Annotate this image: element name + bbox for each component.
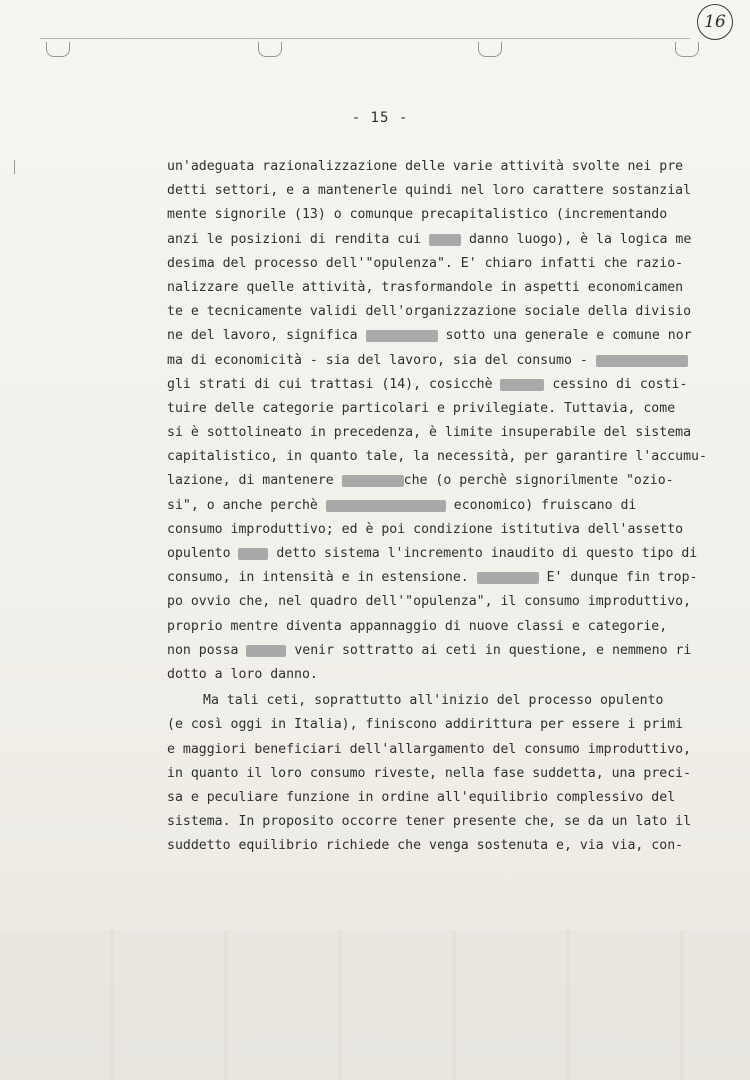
punch-hole (46, 42, 70, 57)
text-line: (e così oggi in Italia), finiscono addirittura per essere i primi (167, 717, 684, 733)
redaction-mark (238, 548, 268, 560)
redaction-mark (429, 234, 461, 246)
text-fragment: danno luogo), è la logica me (468, 231, 692, 247)
redaction-mark (366, 330, 438, 342)
text-fragment: detto sistema l'incremento inaudito di questo tipo di (276, 546, 698, 561)
text-fragment: lazione, di mantenere (167, 473, 342, 489)
redaction-mark (596, 355, 688, 367)
text-line: si è sottolineato in precedenza, è limite insuperabile del sistema (167, 425, 692, 441)
text-line (167, 566, 727, 590)
text-line (167, 469, 727, 493)
text-line: in quanto il loro consumo riveste, nella fase suddetta, una preci- (167, 765, 692, 781)
redaction-mark (342, 475, 404, 487)
text-fragment: consumo, in intensità e in estensione. (167, 570, 477, 586)
text-line: suddetto equilibrio richiede che venga sostenuta e, via via, con- (167, 838, 684, 854)
text-line: dotto a loro danno. (167, 666, 318, 682)
text-line (167, 373, 727, 397)
text-fragment: cessino di costi- (552, 376, 688, 392)
text-fragment: sotto una generale e comune nor (445, 328, 692, 344)
text-line: Ma tali ceti, soprattutto all'inizio del processo opulento (203, 693, 664, 709)
text-line: te e tecnicamente validi dell'organizzazione sociale della divisio (167, 304, 692, 320)
text-fragment: ne del lavoro, significa (167, 328, 366, 344)
text-line (167, 324, 727, 348)
text-line: mente signorile (13) o comunque precapitalistico (incrementando (167, 207, 668, 223)
text-fragment: gli strati di cui trattasi (14), cosicchè (167, 376, 501, 392)
text-fragment: ma di economicità - sia del lavoro, sia del consumo - (167, 352, 596, 368)
text-line (167, 349, 727, 373)
redaction-mark (326, 500, 446, 512)
text-line: sa e peculiare funzione in ordine all'equilibrio complessivo del (167, 789, 676, 805)
text-line: detti settori, e a mantenerle quindi nel loro carattere sostanzial (167, 183, 692, 199)
text-line: capitalistico, in quanto tale, la necessità, per garantire l'accumu- (167, 449, 707, 465)
punch-hole (675, 42, 699, 57)
redaction-mark (500, 379, 544, 391)
text-fragment: venir sottratto ai ceti in questione, e nemmeno ri (294, 642, 692, 658)
top-rule (40, 38, 690, 39)
text-line (167, 228, 727, 252)
punch-hole (478, 42, 502, 57)
text-line (167, 542, 727, 566)
text-line: e maggiori beneficiari dell'allargamento del consumo improduttivo, (167, 741, 692, 757)
scan-artifact-strip (0, 930, 750, 1080)
text-fragment: si", o anche perchè (167, 497, 326, 513)
text-line: desima del processo dell'"opulenza". E' chiaro infatti che razio- (167, 255, 684, 271)
text-line (167, 494, 727, 518)
text-fragment: opulento (167, 546, 239, 561)
body-text (167, 155, 727, 858)
text-line: proprio mentre diventa appannaggio di nuove classi e categorie, (167, 618, 668, 634)
page-number: - 15 - (351, 110, 409, 126)
text-fragment: che (o perchè signorilmente "ozio- (403, 473, 674, 489)
text-line: nalizzare quelle attività, trasformandole in aspetti economicamen (167, 279, 684, 295)
text-line: po ovvio che, nel quadro dell'"opulenza", il consumo improduttivo, (167, 594, 692, 610)
text-line: consumo improduttivo; ed è poi condizione istitutiva dell'assetto (167, 521, 684, 537)
redaction-mark (477, 572, 539, 584)
text-fragment: non possa (167, 642, 247, 658)
punch-hole (258, 42, 282, 57)
text-fragment: E' dunque fin trop- (546, 570, 698, 586)
margin-mark (14, 160, 15, 174)
text-fragment: economico) fruiscano di (453, 497, 637, 513)
redaction-mark (246, 645, 286, 657)
text-line: tuire delle categorie particolari e privilegiate. Tuttavia, come (167, 400, 676, 416)
text-line: un'adeguata razionalizzazione delle varie attività svolte nei pre (167, 159, 684, 174)
text-fragment: anzi le posizioni di rendita cui (167, 231, 430, 247)
text-line (167, 639, 727, 663)
text-line: sistema. In proposito occorre tener presente che, se da un lato il (167, 814, 692, 830)
folio-number: 16 (697, 4, 733, 40)
